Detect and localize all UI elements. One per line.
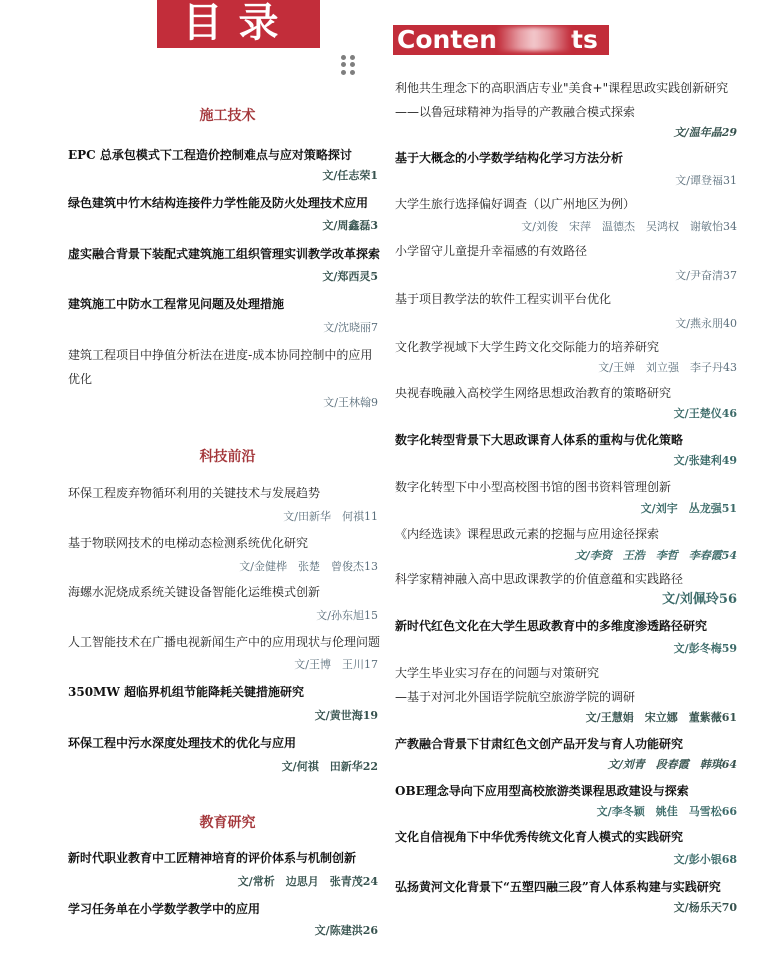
entry-author: 文/沈晓丽7 <box>323 321 378 334</box>
toc-entry[interactable] <box>395 335 737 377</box>
entry-author: 文/陈建洪26 <box>314 924 378 937</box>
entry-author: 文/刘青 段春霞 韩琪64 <box>607 758 737 771</box>
entry-author: 文/谭登福31 <box>675 174 737 187</box>
entry-author: 文/任志荣1 <box>322 169 378 182</box>
entry-author: 文/李资 王浩 李哲 李春霞54 <box>574 549 737 562</box>
entry-title: 基于物联网技术的电梯动态检测系统优化研究 <box>68 536 309 550</box>
entry-author: 文/刘宇 丛龙强51 <box>640 502 737 515</box>
contents-title-en <box>393 25 609 55</box>
toc-entry[interactable] <box>395 428 737 470</box>
entry-author: 文/张建利49 <box>673 454 737 467</box>
entry-author: 文/刘俊 宋萍 温德杰 吴鸿权 谢敏怡34 <box>521 220 737 233</box>
entry-author: 文/李冬颖 姚佳 马雪松66 <box>596 805 737 818</box>
entry-title: 新时代职业教育中工匠精神培育的评价体系与机制创新 <box>68 851 357 865</box>
toc-entry[interactable] <box>395 475 737 518</box>
entry-author: 文/尹奋清37 <box>675 269 737 282</box>
toc-entry[interactable] <box>68 680 378 722</box>
entry-author: 文/孙东旭15 <box>316 609 378 622</box>
entry-title: 学习任务单在小学数学教学中的应用 <box>68 902 261 916</box>
toc-entry[interactable] <box>68 343 378 409</box>
contents-title-cn: 目录 <box>157 0 320 48</box>
toc-entry[interactable] <box>68 143 378 182</box>
entry-title: 350MW 超临界机组节能降耗关键措施研究 <box>68 685 304 699</box>
entry-title: 建筑施工中防水工程常见问题及处理措施 <box>68 297 285 311</box>
toc-entry[interactable] <box>68 630 381 671</box>
entry-title: 数字化转型背景下大思政课育人体系的重构与优化策略 <box>395 433 684 447</box>
toc-entry[interactable] <box>395 875 737 917</box>
entry-author: 文/王楚仪46 <box>673 407 737 420</box>
toc-entry[interactable] <box>68 292 378 334</box>
entry-author: 文/常析 边思月 张青茂24 <box>237 875 378 888</box>
toc-entry[interactable] <box>395 567 737 609</box>
blurred-region <box>497 27 571 51</box>
toc-entry[interactable] <box>395 779 737 821</box>
entry-title: 环保工程废弃物循环利用的关键技术与发展趋势 <box>68 486 321 500</box>
toc-entry[interactable] <box>395 146 737 190</box>
entry-author: 文/周鑫磊3 <box>322 219 378 232</box>
contents-title-en-start: Conten <box>397 25 498 54</box>
entry-title: 基于大概念的小学数学结构化学习方法分析 <box>395 151 624 165</box>
toc-entry[interactable] <box>68 191 378 232</box>
section-heading-construction: 施工技术 <box>199 108 256 124</box>
entry-subtitle: —基于对河北外国语学院航空旅游学院的调研 <box>395 690 636 704</box>
toc-entry[interactable] <box>395 732 737 774</box>
entry-title: 大学生旅行选择偏好调查（以广州地区为例） <box>395 197 636 211</box>
toc-entry[interactable] <box>68 897 378 937</box>
entry-author: 文/田新华 何祺11 <box>283 510 378 523</box>
entry-author: 文/燕永朋40 <box>675 317 737 330</box>
entry-title: OBE理念导向下应用型高校旅游类课程思政建设与探索 <box>395 784 689 798</box>
drag-handle-icon[interactable] <box>341 55 355 75</box>
contents-title-en-end: ts <box>571 25 598 54</box>
entry-author: 文/王婵 刘立强 李子丹43 <box>598 361 737 374</box>
toc-entry[interactable] <box>395 287 737 333</box>
entry-title: 央视春晚融入高校学生网络思想政治教育的策略研究 <box>395 386 672 400</box>
entry-title: 数字化转型下中小型高校图书馆的图书资料管理创新 <box>395 480 672 494</box>
toc-entry[interactable] <box>68 242 381 283</box>
entry-title: 人工智能技术在广播电视新闻生产中的应用现状与伦理问题 <box>68 635 381 649</box>
entry-title: 绿色建筑中竹木结构连接件力学性能及防火处理技术应用 <box>68 196 369 210</box>
entry-author: 文/王慧娟 宋立娜 董紫薇61 <box>585 711 737 724</box>
entry-title: 海螺水泥烧成系统关键设备智能化运维模式创新 <box>68 585 321 599</box>
entry-author: 文/杨乐天70 <box>673 901 737 914</box>
entry-title: 科学家精神融入高中思政课教学的价值意蕴和实践路径 <box>395 572 684 586</box>
entry-author: 文/何祺 田新华22 <box>281 760 378 773</box>
entry-author: 文/温年晶29 <box>673 126 737 139</box>
entry-title: 大学生毕业实习存在的问题与对策研究 <box>395 666 600 680</box>
entry-title: 新时代红色文化在大学生思政教育中的多维度渗透路径研究 <box>395 619 708 633</box>
toc-entry[interactable] <box>395 661 737 727</box>
entry-title: 产教融合背景下甘肃红色文创产品开发与育人功能研究 <box>395 737 684 751</box>
toc-entry[interactable] <box>395 239 737 285</box>
section-heading-tech-frontier: 科技前沿 <box>199 449 256 465</box>
toc-entry[interactable] <box>395 825 737 869</box>
entry-author: 文/王林翰9 <box>323 396 378 409</box>
entry-author: 文/彭小银68 <box>673 853 737 866</box>
entry-title: 小学留守儿童提升幸福感的有效路径 <box>395 244 588 258</box>
toc-entry[interactable] <box>395 76 737 142</box>
toc-entry[interactable] <box>68 846 378 888</box>
entry-title: 《内经选读》课程思政元素的挖掘与应用途径探索 <box>395 527 660 541</box>
toc-entry[interactable] <box>395 192 737 236</box>
entry-author: 文/王博 王川17 <box>294 658 378 671</box>
entry-author: 文/金健桦 张楚 曾俊杰13 <box>239 560 378 573</box>
entry-title: 环保工程中污水深度处理技术的优化与应用 <box>68 736 297 750</box>
toc-entry[interactable] <box>68 531 378 573</box>
toc-entry[interactable] <box>68 731 378 773</box>
entry-title: EPC 总承包模式下工程造价控制难点与应对策略探讨 <box>68 148 352 162</box>
toc-entry[interactable] <box>395 381 737 423</box>
entry-title: 利他共生理念下的高职酒店专业"美食+"课程思政实践创新研究——以鲁冠球精神为指导的产教融合模式探索 <box>395 81 729 119</box>
entry-title: 文化自信视角下中华优秀传统文化育人模式的实践研究 <box>395 830 684 844</box>
entry-author: 文/郑西灵5 <box>322 270 378 283</box>
toc-entry[interactable] <box>395 522 737 565</box>
entry-title: 建筑工程项目中挣值分析法在进度-成本协同控制中的应用优化 <box>68 348 373 386</box>
toc-entry[interactable] <box>68 580 378 622</box>
entry-title: 文化教学视域下大学生跨文化交际能力的培养研究 <box>395 340 660 354</box>
entry-title: 虚实融合背景下装配式建筑施工组织管理实训教学改革探索 <box>68 247 381 261</box>
entry-author: 文/黄世海19 <box>314 709 378 722</box>
entry-author: 文/刘佩玲56 <box>662 592 737 607</box>
entry-title: 基于项目教学法的软件工程实训平台优化 <box>395 292 612 306</box>
section-heading-education: 教育研究 <box>199 815 256 831</box>
entry-title: 弘扬黄河文化背景下“五塑四融三段”育人体系构建与实践研究 <box>395 880 721 894</box>
entry-author: 文/彭冬梅59 <box>673 642 737 655</box>
toc-entry[interactable] <box>395 614 737 658</box>
toc-entry[interactable] <box>68 481 378 523</box>
